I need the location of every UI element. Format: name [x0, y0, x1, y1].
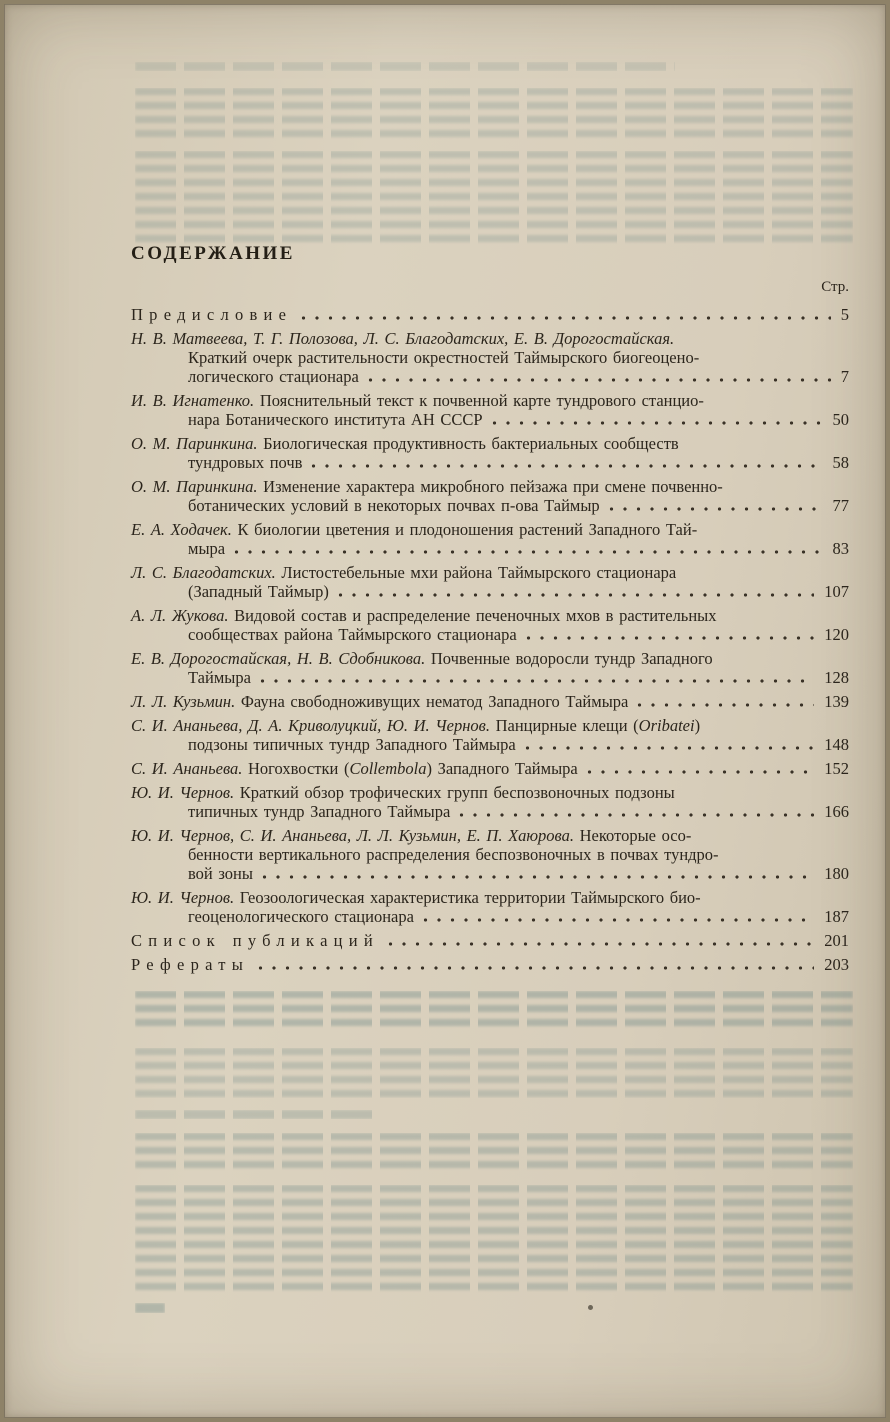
page-number: 128 — [824, 668, 849, 687]
toc-entry — [131, 888, 849, 926]
toc-entry-line — [131, 864, 849, 883]
toc-entry — [131, 329, 849, 386]
toc-entry-text: А. Л. Жукова. Видовой состав и распределение печеночных мхов в растительных — [131, 606, 717, 625]
toc-entry — [131, 606, 849, 644]
bleedthrough-text — [135, 1303, 165, 1313]
dot-leader — [258, 965, 814, 971]
toc-entry-line — [131, 783, 849, 802]
page-number: 7 — [840, 367, 849, 386]
table-of-contents — [131, 243, 849, 979]
toc-entry-line — [131, 845, 849, 864]
toc-entry-text: Ю. И. Чернов, С. И. Ананьева, Л. Л. Кузьмин, Е. П. Хаюрова. Некоторые осо- — [131, 826, 692, 845]
toc-entry-text: сообществах района Таймырского стационара — [188, 625, 517, 644]
toc-entry-text: Предисловие — [131, 305, 293, 324]
page-number: 203 — [824, 955, 849, 974]
toc-entry-line — [131, 563, 849, 582]
dot-leader — [368, 377, 831, 383]
toc-entry — [131, 692, 849, 711]
toc-entry-line — [131, 434, 849, 453]
toc-entry-line — [131, 759, 849, 778]
bleedthrough-text — [135, 1185, 853, 1297]
toc-entry-text: Ю. И. Чернов. Краткий обзор трофических групп беспозвоночных подзоны — [131, 783, 675, 802]
bleedthrough-text — [135, 62, 675, 71]
dot-leader — [388, 941, 814, 947]
page-number: 148 — [824, 735, 849, 754]
toc-entry-line — [131, 606, 849, 625]
page-number: 166 — [824, 802, 849, 821]
toc-entry-text: вой зоны — [188, 864, 253, 883]
page-number: 5 — [840, 305, 849, 324]
toc-entry — [131, 759, 849, 778]
toc-entry-text: С. И. Ананьева, Д. А. Криволуцкий, Ю. И. Чернов. Панцирные клещи (Oribatei) — [131, 716, 701, 735]
page-number: 152 — [824, 759, 849, 778]
bleedthrough-text — [135, 991, 853, 1033]
dot-leader — [525, 745, 815, 751]
page-number: 77 — [832, 496, 849, 515]
dot-leader — [311, 463, 822, 469]
page-number: 201 — [824, 931, 849, 950]
toc-entry-line — [131, 453, 849, 472]
toc-heading: СОДЕРЖАНИЕ — [131, 243, 295, 264]
toc-entry-text: Краткий очерк растительности окрестностей Таймырского биогеоцено- — [188, 348, 700, 367]
toc-entry-line — [131, 410, 849, 429]
toc-entry-line — [131, 348, 849, 367]
dot-leader — [338, 592, 814, 598]
dot-leader — [234, 549, 822, 555]
toc-entry-line — [131, 649, 849, 668]
toc-entry-list — [131, 305, 849, 974]
page-number: 187 — [824, 907, 849, 926]
toc-entry-line — [131, 625, 849, 644]
toc-entry — [131, 305, 849, 324]
toc-entry-text: Ю. И. Чернов. Геозоологическая характеристика территории Таймырского био- — [131, 888, 701, 907]
toc-entry — [131, 716, 849, 754]
dot-leader — [301, 315, 831, 321]
toc-entry-line — [131, 367, 849, 386]
bleedthrough-text — [135, 1133, 853, 1175]
toc-entry-text: логического стационара — [188, 367, 359, 386]
toc-entry-line — [131, 931, 849, 950]
toc-entry-line — [131, 668, 849, 687]
toc-entry-line — [131, 907, 849, 926]
toc-entry — [131, 563, 849, 601]
toc-entry — [131, 649, 849, 687]
dot-leader — [459, 812, 814, 818]
toc-entry-line — [131, 582, 849, 601]
toc-entry-text: О. М. Паринкина. Биологическая продуктивность бактериальных сообществ — [131, 434, 679, 453]
toc-entry-text: геоценологического стационара — [188, 907, 414, 926]
bleedthrough-text — [135, 151, 853, 247]
dot-leader — [492, 420, 823, 426]
ink-speck — [588, 1305, 593, 1310]
toc-entry-text: Н. В. Матвеева, Т. Г. Полозова, Л. С. Благодатских, Е. В. Дорогостайская. — [131, 329, 675, 348]
page-number: 83 — [832, 539, 849, 558]
toc-entry-line — [131, 329, 849, 348]
toc-entry-line — [131, 716, 849, 735]
page-number: 107 — [824, 582, 849, 601]
bleedthrough-text — [135, 88, 853, 144]
toc-entry — [131, 783, 849, 821]
toc-entry-text: С. И. Ананьева. Ногохвостки (Collembola) Западного Таймыра — [131, 759, 578, 778]
toc-entry-line — [131, 692, 849, 711]
toc-entry-text: Е. В. Дорогостайская, Н. В. Сдобникова. Почвенные водоросли тундр Западного — [131, 649, 713, 668]
toc-entry-text: Список публикаций — [131, 931, 379, 950]
toc-entry-text: тундровых почв — [188, 453, 303, 472]
toc-entry-line — [131, 826, 849, 845]
toc-entry-line — [131, 539, 849, 558]
dot-leader — [526, 635, 815, 641]
toc-entry-text: (Западный Таймыр) — [188, 582, 329, 601]
toc-entry-line — [131, 955, 849, 974]
toc-entry-text: Е. А. Ходачек. К биологии цветения и плодоношения растений Западного Тай- — [131, 520, 698, 539]
toc-entry-line — [131, 391, 849, 410]
toc-entry — [131, 931, 849, 950]
toc-entry — [131, 434, 849, 472]
toc-entry-text: ботанических условий в некоторых почвах п-ова Таймыр — [188, 496, 600, 515]
toc-entry-text: бенности вертикального распределения беспозвоночных в почвах тундро- — [188, 845, 719, 864]
toc-entry — [131, 391, 849, 429]
toc-entry-text: О. М. Паринкина. Изменение характера микробного пейзажа при смене почвенно- — [131, 477, 723, 496]
toc-entry-line — [131, 496, 849, 515]
toc-entry-text: И. В. Игнатенко. Пояснительный текст к почвенной карте тундрового станцио- — [131, 391, 704, 410]
page-number: 120 — [824, 625, 849, 644]
toc-entry-text: Л. Л. Кузьмин. Фауна свободноживущих нематод Западного Таймыра — [131, 692, 629, 711]
toc-entry-text: Рефераты — [131, 955, 250, 974]
dot-leader — [262, 874, 814, 880]
dot-leader — [609, 506, 823, 512]
toc-entry-text: подзоны типичных тундр Западного Таймыра — [188, 735, 516, 754]
toc-entry-line — [131, 888, 849, 907]
dot-leader — [423, 917, 814, 923]
toc-entry-line — [131, 802, 849, 821]
toc-entry-text: мыра — [188, 539, 226, 558]
scanned-page — [4, 4, 886, 1418]
dot-leader — [587, 769, 815, 775]
page-column-label: Стр. — [821, 279, 849, 295]
toc-entry-line — [131, 305, 849, 324]
toc-entry-text: Таймыра — [188, 668, 251, 687]
toc-entry-text: нара Ботанического института АН СССР — [188, 410, 483, 429]
page-number: 139 — [824, 692, 849, 711]
toc-entry-line — [131, 477, 849, 496]
toc-entry — [131, 955, 849, 974]
dot-leader — [637, 702, 814, 708]
toc-entry — [131, 826, 849, 883]
toc-entry-text: Л. С. Благодатских. Листостебельные мхи района Таймырского стационара — [131, 563, 677, 582]
toc-entry — [131, 520, 849, 558]
dot-leader — [260, 678, 814, 684]
page-number: 50 — [832, 410, 849, 429]
page-number: 58 — [832, 453, 849, 472]
bleedthrough-text — [135, 1110, 375, 1119]
bleedthrough-text — [135, 1048, 853, 1098]
toc-entry-line — [131, 520, 849, 539]
page-number: 180 — [824, 864, 849, 883]
toc-entry-text: типичных тундр Западного Таймыра — [188, 802, 451, 821]
toc-entry-line — [131, 735, 849, 754]
toc-entry — [131, 477, 849, 515]
